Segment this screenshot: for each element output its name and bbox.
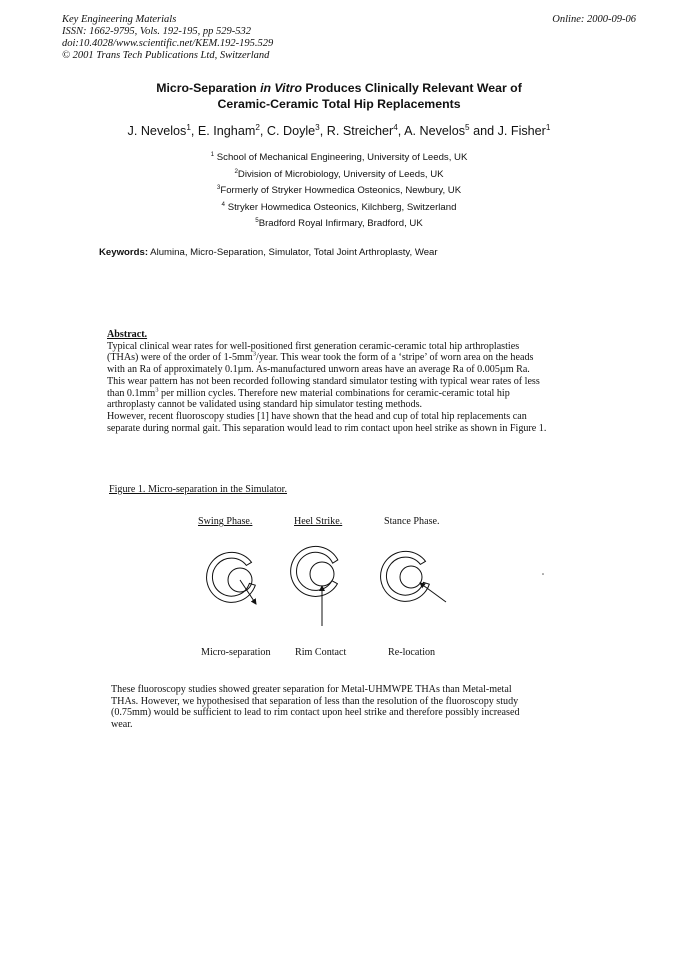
phase-label-heel-strike: Heel Strike. bbox=[294, 516, 343, 527]
author: A. Nevelos$^5$ and bbox=[404, 122, 498, 138]
figure-label-rim-contact: Rim Contact bbox=[295, 647, 347, 658]
journal-name: Key Engineering Materials bbox=[62, 14, 177, 25]
issn-line: ISSN: 1662-9795, Vols. 192-195, pp 529-532 bbox=[62, 26, 251, 37]
stance-phase-joint bbox=[381, 551, 446, 602]
author: J. Nevelos$^1$, bbox=[127, 122, 198, 138]
copyright-line: © 2001 Trans Tech Publications Ltd, Switzerland bbox=[62, 50, 270, 61]
body-paragraph: These fluoroscopy studies showed greater separation for Metal-UHMWPE THAs than Metal-metal THAs. However, we hypothesised that separation of less than the resolution of the fluoroscopy study (0.75mm) would be sufficient to lead to rim contact upon heel strike and therefore possibly increased wear. bbox=[111, 684, 520, 731]
affiliation: $^3$Formerly of Stryker Howmedica Osteonics, Newbury, UK bbox=[216, 183, 462, 196]
abstract-paragraph-2: However, recent fluoroscopy studies [1] have shown that the head and cup of total hip replacements can separate during normal gait. This separation would lead to rim contact upon heel strike as shown in Figure 1. bbox=[107, 410, 547, 434]
figure-label-micro-separation: Micro-separation bbox=[201, 647, 271, 658]
affiliation: $^1$ School of Mechanical Engineering, University of Leeds, UK bbox=[210, 150, 468, 163]
scan-speck bbox=[542, 573, 544, 575]
affiliation: $^2$Division of Microbiology, University of Leeds, UK bbox=[234, 167, 444, 180]
doi-link[interactable]: doi:10.4028/www.scientific.net/KEM.192-195.529 bbox=[62, 38, 274, 49]
phase-label-swing: Swing Phase. bbox=[198, 516, 253, 527]
figure-caption: Figure 1. Micro-separation in the Simulator. bbox=[109, 484, 288, 495]
keywords-text: Alumina, Micro-Separation, Simulator, Total Joint Arthroplasty, Wear bbox=[148, 247, 438, 258]
paper-title: Micro-Separation in Vitro Produces Clinically Relevant Wear of Ceramic-Ceramic Total Hip Replacements bbox=[0, 80, 678, 112]
abstract-heading: Abstract. bbox=[107, 329, 148, 340]
keywords-label: Keywords: bbox=[99, 247, 149, 258]
femoral-head bbox=[400, 566, 422, 588]
affiliation: $^4$ Stryker Howmedica Osteonics, Kilchberg, Switzerland bbox=[221, 200, 457, 213]
title-line-2: Ceramic-Ceramic Total Hip Replacements bbox=[217, 97, 461, 111]
author: C. Doyle$^3$, bbox=[266, 122, 327, 138]
heel-strike-joint bbox=[291, 546, 338, 626]
author: J. Fisher$^1$ bbox=[497, 122, 551, 138]
author: E. Ingham$^2$, bbox=[197, 122, 267, 138]
title-italic: in Vitro bbox=[260, 81, 302, 95]
author: R. Streicher$^4$, bbox=[326, 122, 405, 138]
femoral-head bbox=[310, 562, 334, 586]
cup-shape bbox=[207, 552, 256, 602]
cup-shape bbox=[291, 546, 338, 596]
figure-label-re-location: Re-location bbox=[388, 647, 436, 658]
abstract-paragraph-1: Typical clinical wear rates for well-positioned first generation ceramic-ceramic total hip arthroplasties (THAs) were of the order of $1-5mm^3$/year. This wear took the form of a ‘stripe’ of worn area on the heads with an Ra of approximately 0.1µm. As-manufactured unworn areas have an average Ra of 0.005µm Ra. This wear pattern has not been recorded following standard simulator testing with typical wear rates of less than $0.1mm^3$ per million cycles. Therefore new material combinations for ceramic-ceramic total hip arthroplasty cannot be validated using standard hip simulator testing methods. bbox=[107, 340, 540, 411]
online-date: Online: 2000-09-06 bbox=[552, 14, 636, 25]
phase-label-stance: Stance Phase. bbox=[384, 516, 440, 527]
swing-phase-joint bbox=[207, 552, 256, 604]
force-arrow bbox=[420, 583, 446, 602]
affiliation: $^5$Bradford Royal Infirmary, Bradford, UK bbox=[255, 216, 423, 229]
